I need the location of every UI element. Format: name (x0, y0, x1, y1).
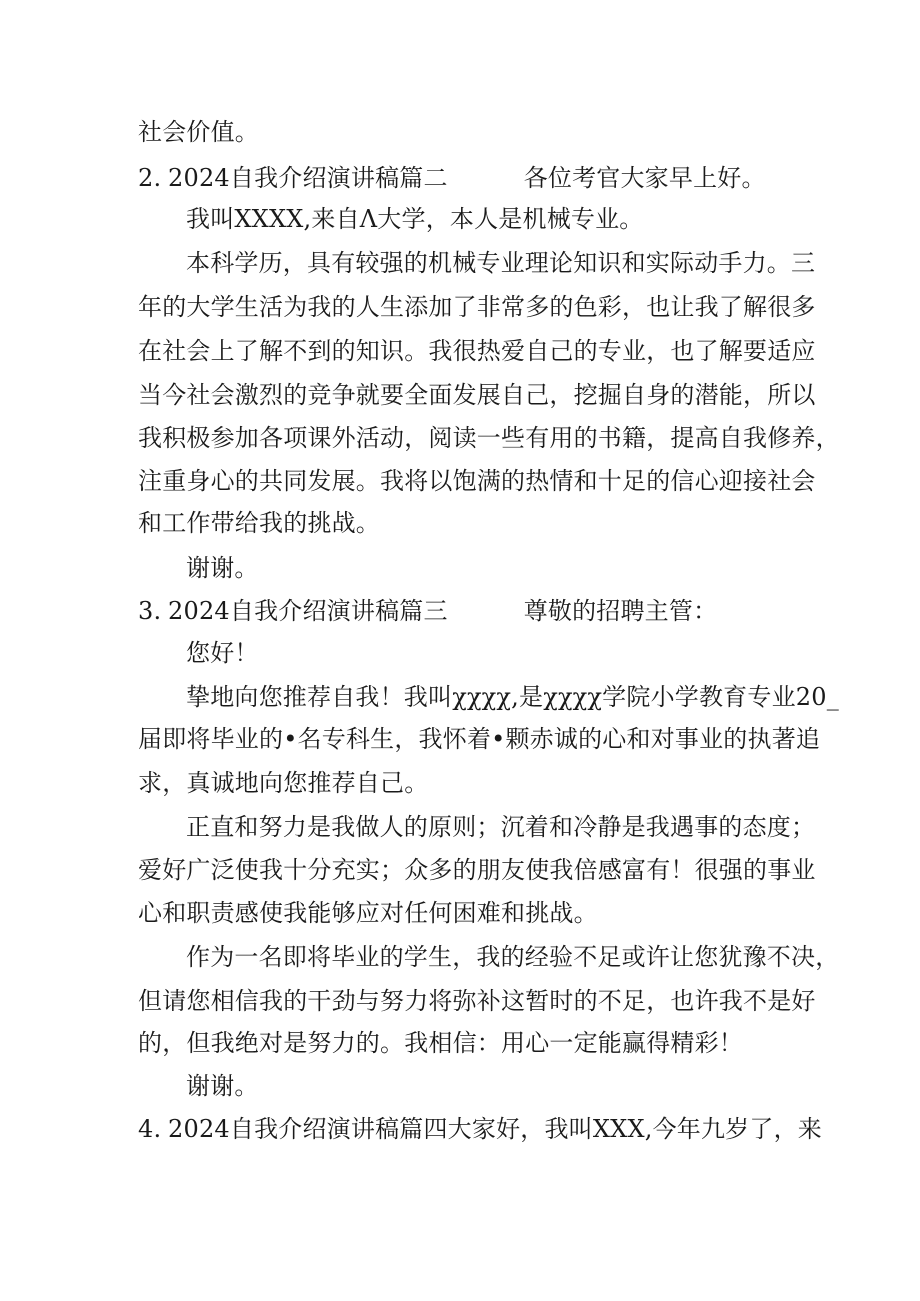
paragraph-line: 本科学历，具有较强的机械专业理论知识和实际动手力。三 (186, 249, 816, 277)
heading-title: 2024自我介绍演讲稿篇二 (168, 164, 448, 192)
heading-title: 2024自我介绍演讲稿篇三 (168, 597, 448, 625)
paragraph-line: 谢谢。 (186, 554, 259, 582)
paragraph-line: 年的大学生活为我的人生添加了非常多的色彩，也让我了解很多 (138, 293, 816, 321)
paragraph-line: 挚地向您推荐自我！我叫χχχχ,是χχχχ学院小学教育专业20_ (186, 683, 839, 711)
paragraph-line: 我叫XXXX,来自Λ大学，本人是机械专业。 (186, 205, 644, 233)
heading-number: 3. (138, 597, 162, 625)
paragraph-line: 当今社会激烈的竞争就要全面发展自己，挖掘自身的潜能，所以 (138, 381, 816, 409)
paragraph-line: 注重身心的共同发展。我将以饱满的热情和十足的信心迎接社会 (138, 467, 816, 495)
section-heading-3 (138, 596, 788, 626)
paragraph-line: 您好！ (186, 639, 259, 667)
heading-number: 2. (138, 164, 162, 192)
heading-number: 4. (138, 1115, 162, 1143)
paragraph-line: 谢谢。 (186, 1072, 259, 1100)
paragraph-line: 但请您相信我的干劲与努力将弥补这暂时的不足，也许我不是好 (138, 987, 816, 1015)
paragraph-line: 的，但我绝对是努力的。我相信：用心一定能赢得精彩！ (138, 1029, 743, 1057)
paragraph-line: 在社会上了解不到的知识。我很热爱自己的专业，也了解要适应 (138, 337, 816, 365)
heading-greeting: 尊敬的招聘主管： (523, 597, 718, 625)
paragraph-line: 社会价值。 (138, 118, 259, 146)
heading-title: 2024自我介绍演讲稿篇四大家好，我叫XXX,今年九岁了，来 (168, 1115, 822, 1143)
paragraph-line: 正直和努力是我做人的原则；沉着和冷静是我遇事的态度； (186, 813, 816, 841)
paragraph-line: 和工作带给我的挑战。 (138, 509, 380, 537)
section-heading-4 (138, 1114, 822, 1144)
paragraph-line: 届即将毕业的•名专科生，我怀着•颗赤诚的心和对事业的执著追 (138, 725, 821, 753)
paragraph-line: 我积极参加各项课外活动，阅读一些有用的书籍，提高自我修养， (138, 424, 840, 452)
paragraph-line: 爱好广泛使我十分充实；众多的朋友使我倍感富有！很强的事业 (138, 856, 816, 884)
paragraph-line: 求，真诚地向您推荐自己。 (138, 769, 429, 797)
paragraph-line: 作为一名即将毕业的学生，我的经验不足或许让您犹豫不决， (186, 943, 840, 971)
heading-greeting: 各位考官大家早上好。 (523, 164, 766, 192)
paragraph-line: 心和职责感使我能够应对任何困难和挑战。 (138, 899, 598, 927)
section-heading-2 (138, 163, 788, 193)
